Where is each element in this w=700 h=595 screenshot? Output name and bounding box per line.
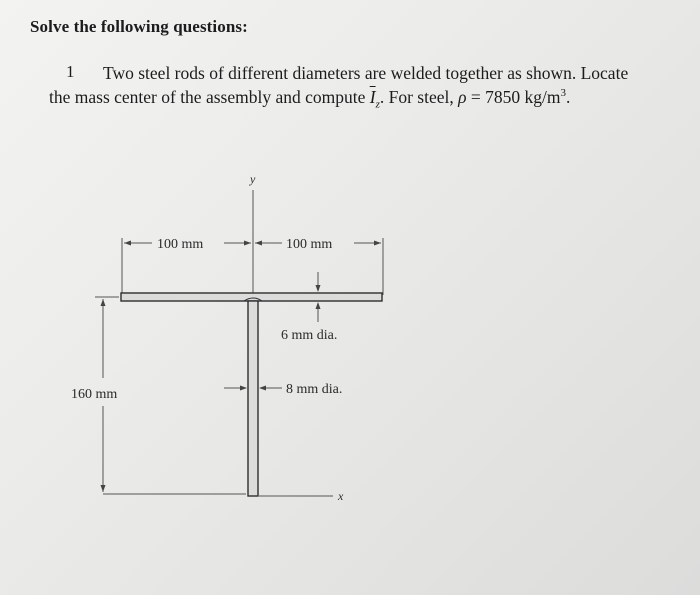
density-exponent: 3 [560,87,566,100]
dia8-arrow-right [259,386,266,391]
horizontal-rod [121,293,382,301]
inertia-symbol: $\overline{I}_z$ [369,87,380,111]
question-text-line-2: the mass center of the assembly and compute $\overline{I}_z$. For steel, ρ = 7850 $kg/m^3$. [49,87,571,111]
dim-height-label: 160 mm [71,387,118,402]
dim-height-arrow-bottom [101,485,106,492]
question-number: 1 [66,62,75,81]
y-axis-label: y [250,172,256,186]
density-value: = 7850 kg/m [466,87,561,107]
horizontal-rod-diameter-label: 6 mm dia. [281,328,338,343]
page-title: Solve the following questions: [30,17,248,36]
dim-height-arrow-top [101,299,106,306]
vertical-rod-diameter-label: 8 mm dia. [286,382,343,397]
dim-right-width-label: 100 mm [286,237,333,252]
dim-right-arrow-end [374,241,381,246]
question-text-segment: . For steel, [379,87,459,107]
dim-left-width-label: 100 mm [157,237,204,252]
dia6-arrow-bottom [316,302,321,309]
dim-left-arrow-end [244,241,251,246]
question-text-line-1: Two steel rods of different diameters are welded together as shown. Locate [103,63,629,83]
dia6-arrow-top [316,285,321,292]
dim-right-arrow-start [255,241,262,246]
density-symbol: ρ [458,87,467,107]
question-text-segment: the mass center of the assembly and compute [49,87,370,107]
vertical-rod [248,301,258,496]
dia8-arrow-left [240,386,247,391]
dim-left-arrow-start [124,241,131,246]
x-axis-label: x [338,489,344,503]
